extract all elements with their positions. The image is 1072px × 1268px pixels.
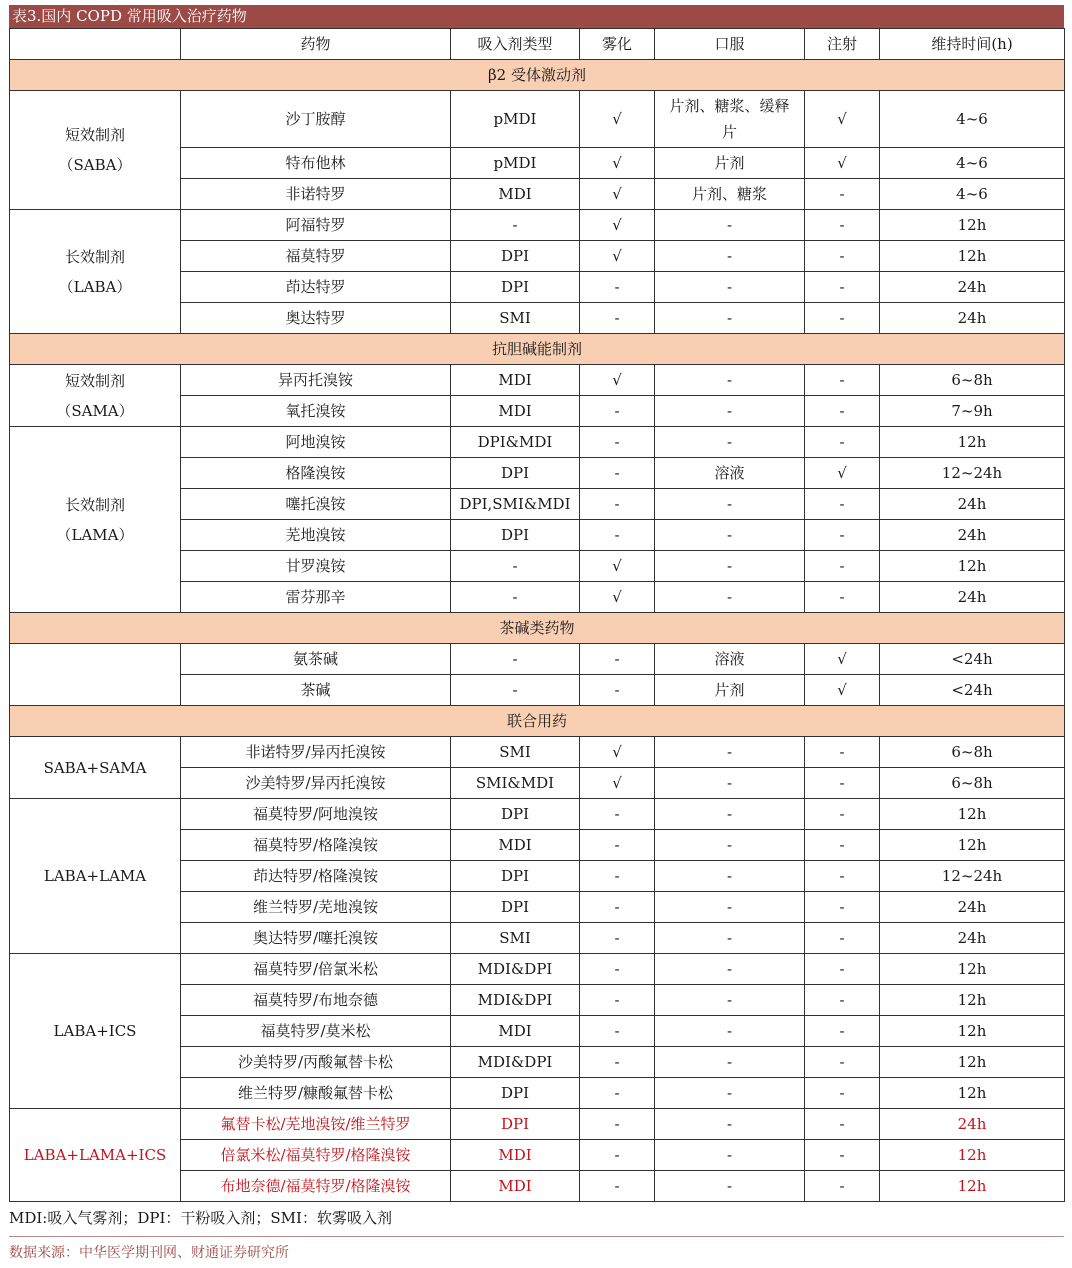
nebulized-cell: √ bbox=[580, 582, 655, 613]
drug-name-cell: 福莫特罗/倍氯米松 bbox=[181, 954, 451, 985]
duration-cell: 4~6 bbox=[880, 148, 1065, 179]
nebulized-cell: √ bbox=[580, 365, 655, 396]
injection-cell: - bbox=[805, 365, 880, 396]
duration-cell: 6~8h bbox=[880, 737, 1065, 768]
oral-text: 片剂、糖浆、缓释片 bbox=[669, 97, 790, 141]
oral-cell: - bbox=[655, 1016, 805, 1047]
injection-cell: - bbox=[805, 985, 880, 1016]
group-label bbox=[10, 644, 181, 706]
drug-name-cell: 噻托溴铵 bbox=[181, 489, 451, 520]
duration-cell: 12h bbox=[880, 954, 1065, 985]
duration-cell: 12h bbox=[880, 830, 1065, 861]
inhaler-type-cell: DPI bbox=[451, 799, 580, 830]
group-label-line: LABA+LAMA bbox=[43, 867, 147, 885]
inhaler-type-cell: DPI bbox=[451, 861, 580, 892]
drug-name-cell: 茚达特罗/格隆溴铵 bbox=[181, 861, 451, 892]
section-title: 联合用药 bbox=[10, 706, 1065, 737]
table-row bbox=[10, 737, 1065, 768]
injection-cell: - bbox=[805, 954, 880, 985]
drug-name-cell: 茶碱 bbox=[181, 675, 451, 706]
nebulized-cell: - bbox=[580, 923, 655, 954]
duration-cell: 12h bbox=[880, 1171, 1065, 1202]
nebulized-cell: √ bbox=[580, 768, 655, 799]
oral-cell: - bbox=[655, 241, 805, 272]
nebulized-cell: - bbox=[580, 303, 655, 334]
inhaler-type-cell: MDI bbox=[451, 396, 580, 427]
duration-cell: 12h bbox=[880, 241, 1065, 272]
injection-cell: - bbox=[805, 923, 880, 954]
section-title: β2 受体激动剂 bbox=[10, 60, 1065, 91]
group-label bbox=[10, 1109, 181, 1202]
inhaler-type-cell: - bbox=[451, 644, 580, 675]
duration-cell: 12h bbox=[880, 1016, 1065, 1047]
section-row bbox=[10, 706, 1065, 737]
table-row bbox=[10, 210, 1065, 241]
inhaler-type-cell: SMI bbox=[451, 303, 580, 334]
oral-cell: 片剂 bbox=[655, 675, 805, 706]
footnote: MDI:吸入气雾剂；DPI：干粉吸入剂；SMI：软雾吸入剂 bbox=[9, 1209, 392, 1227]
duration-cell: 24h bbox=[880, 520, 1065, 551]
duration-cell: 6~8h bbox=[880, 768, 1065, 799]
inhaler-type-cell: MDI bbox=[451, 365, 580, 396]
group-label-line: SABA+SAMA bbox=[43, 758, 147, 777]
injection-cell: - bbox=[805, 210, 880, 241]
drug-name-cell: 甘罗溴铵 bbox=[181, 551, 451, 582]
inhaler-type-cell: MDI bbox=[451, 1016, 580, 1047]
inhaler-type-cell: DPI bbox=[451, 1078, 580, 1109]
oral-cell: - bbox=[655, 1078, 805, 1109]
table-row bbox=[10, 644, 1065, 675]
header-cell: 吸入剂类型 bbox=[451, 29, 580, 60]
nebulized-cell: - bbox=[580, 1109, 655, 1140]
table-row bbox=[10, 427, 1065, 458]
duration-cell: 24h bbox=[880, 1109, 1065, 1140]
nebulized-cell: √ bbox=[580, 210, 655, 241]
duration-cell: 7~9h bbox=[880, 396, 1065, 427]
inhaler-type-cell: - bbox=[451, 551, 580, 582]
table-row bbox=[10, 365, 1065, 396]
table-row bbox=[10, 954, 1065, 985]
injection-cell: - bbox=[805, 427, 880, 458]
drug-name-cell: 福莫特罗 bbox=[181, 241, 451, 272]
drug-name-cell: 布地奈德/福莫特罗/格隆溴铵 bbox=[181, 1171, 451, 1202]
oral-cell: - bbox=[655, 303, 805, 334]
drug-name-cell: 福莫特罗/布地奈德 bbox=[181, 985, 451, 1016]
duration-cell: 12h bbox=[880, 1047, 1065, 1078]
oral-cell: - bbox=[655, 1047, 805, 1078]
inhaler-type-cell: DPI bbox=[451, 520, 580, 551]
injection-cell: - bbox=[805, 1016, 880, 1047]
nebulized-cell: √ bbox=[580, 179, 655, 210]
group-label-line: （LAMA） bbox=[56, 525, 134, 544]
drug-name-cell: 芜地溴铵 bbox=[181, 520, 451, 551]
duration-cell: 12h bbox=[880, 210, 1065, 241]
oral-cell: - bbox=[655, 489, 805, 520]
table-row bbox=[10, 799, 1065, 830]
duration-cell: 4~6 bbox=[880, 91, 1065, 148]
injection-cell: - bbox=[805, 551, 880, 582]
duration-cell: 12h bbox=[880, 985, 1065, 1016]
injection-cell: - bbox=[805, 1078, 880, 1109]
inhaler-type-cell: MDI&DPI bbox=[451, 1047, 580, 1078]
oral-cell: - bbox=[655, 768, 805, 799]
duration-cell: 12h bbox=[880, 799, 1065, 830]
group-label-line: 短效制剂 bbox=[64, 126, 125, 144]
nebulized-cell: √ bbox=[580, 551, 655, 582]
injection-cell: √ bbox=[805, 644, 880, 675]
nebulized-cell: - bbox=[580, 272, 655, 303]
group-label bbox=[10, 91, 181, 210]
duration-cell: 24h bbox=[880, 892, 1065, 923]
nebulized-cell: - bbox=[580, 427, 655, 458]
duration-cell: 12h bbox=[880, 1078, 1065, 1109]
drug-name-cell: 奥达特罗 bbox=[181, 303, 451, 334]
header-cell: 口服 bbox=[655, 29, 805, 60]
nebulized-cell: - bbox=[580, 1016, 655, 1047]
nebulized-cell: √ bbox=[580, 737, 655, 768]
nebulized-cell: - bbox=[580, 985, 655, 1016]
injection-cell: - bbox=[805, 520, 880, 551]
duration-cell: 24h bbox=[880, 303, 1065, 334]
page bbox=[9, 5, 1064, 1263]
inhaler-type-cell: pMDI bbox=[451, 148, 580, 179]
drug-name-cell: 福莫特罗/格隆溴铵 bbox=[181, 830, 451, 861]
nebulized-cell: - bbox=[580, 1078, 655, 1109]
group-label-line: （LABA） bbox=[58, 277, 132, 296]
drug-name-cell: 茚达特罗 bbox=[181, 272, 451, 303]
drug-name-cell: 氟替卡松/芜地溴铵/维兰特罗 bbox=[181, 1109, 451, 1140]
nebulized-cell: √ bbox=[580, 91, 655, 148]
injection-cell: - bbox=[805, 396, 880, 427]
section-row bbox=[10, 60, 1065, 91]
duration-cell: 12h bbox=[880, 427, 1065, 458]
section-title: 抗胆碱能制剂 bbox=[10, 334, 1065, 365]
group-label-line: LABA+ICS bbox=[53, 1022, 137, 1040]
header-cell: 维持时间(h) bbox=[880, 29, 1065, 60]
table-body bbox=[10, 60, 1065, 1202]
nebulized-cell: - bbox=[580, 489, 655, 520]
inhaler-type-cell: DPI&MDI bbox=[451, 427, 580, 458]
nebulized-cell: - bbox=[580, 954, 655, 985]
nebulized-cell: - bbox=[580, 458, 655, 489]
group-label bbox=[10, 954, 181, 1109]
injection-cell: - bbox=[805, 892, 880, 923]
nebulized-cell: - bbox=[580, 520, 655, 551]
nebulized-cell: - bbox=[580, 861, 655, 892]
duration-cell: 6~8h bbox=[880, 365, 1065, 396]
table-row bbox=[10, 1109, 1065, 1140]
drug-name-cell: 沙美特罗/异丙托溴铵 bbox=[181, 768, 451, 799]
oral-cell: - bbox=[655, 1140, 805, 1171]
group-label bbox=[10, 427, 181, 613]
injection-cell: - bbox=[805, 1171, 880, 1202]
duration-cell: 12~24h bbox=[880, 458, 1065, 489]
group-label-line: 长效制剂 bbox=[64, 247, 125, 266]
inhaler-type-cell: MDI bbox=[451, 1171, 580, 1202]
inhaler-type-cell: - bbox=[451, 210, 580, 241]
header-cell: 雾化 bbox=[580, 29, 655, 60]
inhaler-type-cell: MDI bbox=[451, 1140, 580, 1171]
header-cell bbox=[10, 29, 181, 60]
drug-name-cell: 沙丁胺醇 bbox=[181, 91, 451, 148]
inhaler-type-cell: MDI&DPI bbox=[451, 954, 580, 985]
drug-name-cell: 福莫特罗/莫米松 bbox=[181, 1016, 451, 1047]
duration-cell: 4~6 bbox=[880, 179, 1065, 210]
duration-cell: 12~24h bbox=[880, 861, 1065, 892]
group-label-line: LABA+LAMA+ICS bbox=[23, 1146, 167, 1164]
inhaler-type-cell: SMI bbox=[451, 923, 580, 954]
header-cell: 注射 bbox=[805, 29, 880, 60]
oral-cell: - bbox=[655, 551, 805, 582]
drug-name-cell: 格隆溴铵 bbox=[181, 458, 451, 489]
oral-cell: - bbox=[655, 365, 805, 396]
oral-cell: - bbox=[655, 272, 805, 303]
drug-name-cell: 福莫特罗/阿地溴铵 bbox=[181, 799, 451, 830]
group-label-line: 短效制剂 bbox=[64, 371, 125, 390]
nebulized-cell: - bbox=[580, 1047, 655, 1078]
oral-cell: - bbox=[655, 396, 805, 427]
oral-cell: - bbox=[655, 520, 805, 551]
nebulized-cell: √ bbox=[580, 241, 655, 272]
injection-cell: - bbox=[805, 861, 880, 892]
oral-cell: - bbox=[655, 1109, 805, 1140]
injection-cell: - bbox=[805, 179, 880, 210]
nebulized-cell: - bbox=[580, 1140, 655, 1171]
inhaler-type-cell: DPI bbox=[451, 1109, 580, 1140]
data-source: 数据来源：中华医学期刊网、财通证券研究所 bbox=[9, 1245, 289, 1261]
oral-cell: 溶液 bbox=[655, 458, 805, 489]
inhaler-type-cell: - bbox=[451, 582, 580, 613]
inhaler-type-cell: DPI,SMI&MDI bbox=[451, 489, 580, 520]
oral-cell: 片剂 bbox=[655, 148, 805, 179]
nebulized-cell: - bbox=[580, 892, 655, 923]
drug-name-cell: 非诺特罗/异丙托溴铵 bbox=[181, 737, 451, 768]
group-label bbox=[10, 365, 181, 427]
section-title: 茶碱类药物 bbox=[10, 613, 1065, 644]
group-label-line: （SAMA） bbox=[56, 401, 134, 420]
injection-cell: - bbox=[805, 737, 880, 768]
inhaler-type-cell: MDI bbox=[451, 179, 580, 210]
injection-cell: - bbox=[805, 1109, 880, 1140]
inhaler-type-cell: DPI bbox=[451, 892, 580, 923]
nebulized-cell: √ bbox=[580, 148, 655, 179]
drug-name-cell: 阿福特罗 bbox=[181, 210, 451, 241]
group-label-line: （SABA） bbox=[58, 156, 132, 174]
inhaler-type-cell: DPI bbox=[451, 458, 580, 489]
drug-name-cell: 特布他林 bbox=[181, 148, 451, 179]
inhaler-type-cell: pMDI bbox=[451, 91, 580, 148]
drug-name-cell: 倍氯米松/福莫特罗/格隆溴铵 bbox=[181, 1140, 451, 1171]
duration-cell: <24h bbox=[880, 675, 1065, 706]
oral-cell: - bbox=[655, 923, 805, 954]
oral-cell: - bbox=[655, 799, 805, 830]
oral-cell: - bbox=[655, 892, 805, 923]
drug-name-cell: 异丙托溴铵 bbox=[181, 365, 451, 396]
drug-name-cell: 奥达特罗/噻托溴铵 bbox=[181, 923, 451, 954]
inhaler-type-cell: - bbox=[451, 675, 580, 706]
drug-name-cell: 雷芬那辛 bbox=[181, 582, 451, 613]
nebulized-cell: - bbox=[580, 675, 655, 706]
table-row bbox=[10, 91, 1065, 148]
injection-cell: - bbox=[805, 1140, 880, 1171]
injection-cell: √ bbox=[805, 91, 880, 148]
drug-table bbox=[9, 28, 1065, 1202]
oral-cell bbox=[655, 91, 805, 148]
nebulized-cell: - bbox=[580, 1171, 655, 1202]
drug-name-cell: 阿地溴铵 bbox=[181, 427, 451, 458]
oral-cell: - bbox=[655, 737, 805, 768]
duration-cell: 24h bbox=[880, 582, 1065, 613]
duration-cell: 24h bbox=[880, 489, 1065, 520]
nebulized-cell: - bbox=[580, 644, 655, 675]
inhaler-type-cell: SMI&MDI bbox=[451, 768, 580, 799]
drug-name-cell: 非诺特罗 bbox=[181, 179, 451, 210]
inhaler-type-cell: DPI bbox=[451, 272, 580, 303]
injection-cell: √ bbox=[805, 148, 880, 179]
injection-cell: √ bbox=[805, 458, 880, 489]
inhaler-type-cell: SMI bbox=[451, 737, 580, 768]
oral-cell: - bbox=[655, 1171, 805, 1202]
drug-name-cell: 氧托溴铵 bbox=[181, 396, 451, 427]
section-row bbox=[10, 613, 1065, 644]
nebulized-cell: - bbox=[580, 830, 655, 861]
oral-cell: - bbox=[655, 830, 805, 861]
duration-cell: <24h bbox=[880, 644, 1065, 675]
group-label bbox=[10, 799, 181, 954]
group-label-line: 长效制剂 bbox=[64, 495, 125, 514]
oral-cell: 片剂、糖浆 bbox=[655, 179, 805, 210]
injection-cell: √ bbox=[805, 675, 880, 706]
duration-cell: 12h bbox=[880, 551, 1065, 582]
table-title: 表3.国内 COPD 常用吸入治疗药物 bbox=[9, 5, 1064, 28]
oral-cell: - bbox=[655, 861, 805, 892]
nebulized-cell: - bbox=[580, 396, 655, 427]
drug-name-cell: 沙美特罗/丙酸氟替卡松 bbox=[181, 1047, 451, 1078]
oral-cell: - bbox=[655, 985, 805, 1016]
header-cell: 药物 bbox=[181, 29, 451, 60]
injection-cell: - bbox=[805, 1047, 880, 1078]
inhaler-type-cell: MDI&DPI bbox=[451, 985, 580, 1016]
drug-name-cell: 维兰特罗/芜地溴铵 bbox=[181, 892, 451, 923]
injection-cell: - bbox=[805, 303, 880, 334]
duration-cell: 12h bbox=[880, 1140, 1065, 1171]
injection-cell: - bbox=[805, 830, 880, 861]
group-label bbox=[10, 210, 181, 334]
oral-cell: 溶液 bbox=[655, 644, 805, 675]
duration-cell: 24h bbox=[880, 923, 1065, 954]
injection-cell: - bbox=[805, 241, 880, 272]
drug-name-cell: 氨茶碱 bbox=[181, 644, 451, 675]
divider bbox=[9, 1236, 1064, 1237]
oral-cell: - bbox=[655, 582, 805, 613]
injection-cell: - bbox=[805, 768, 880, 799]
injection-cell: - bbox=[805, 489, 880, 520]
oral-cell: - bbox=[655, 427, 805, 458]
oral-cell: - bbox=[655, 954, 805, 985]
injection-cell: - bbox=[805, 799, 880, 830]
injection-cell: - bbox=[805, 582, 880, 613]
injection-cell: - bbox=[805, 272, 880, 303]
section-row bbox=[10, 334, 1065, 365]
nebulized-cell: - bbox=[580, 799, 655, 830]
inhaler-type-cell: DPI bbox=[451, 241, 580, 272]
duration-cell: 24h bbox=[880, 272, 1065, 303]
header-row bbox=[10, 29, 1065, 60]
inhaler-type-cell: MDI bbox=[451, 830, 580, 861]
oral-cell: - bbox=[655, 210, 805, 241]
drug-name-cell: 维兰特罗/糠酸氟替卡松 bbox=[181, 1078, 451, 1109]
group-label bbox=[10, 737, 181, 799]
